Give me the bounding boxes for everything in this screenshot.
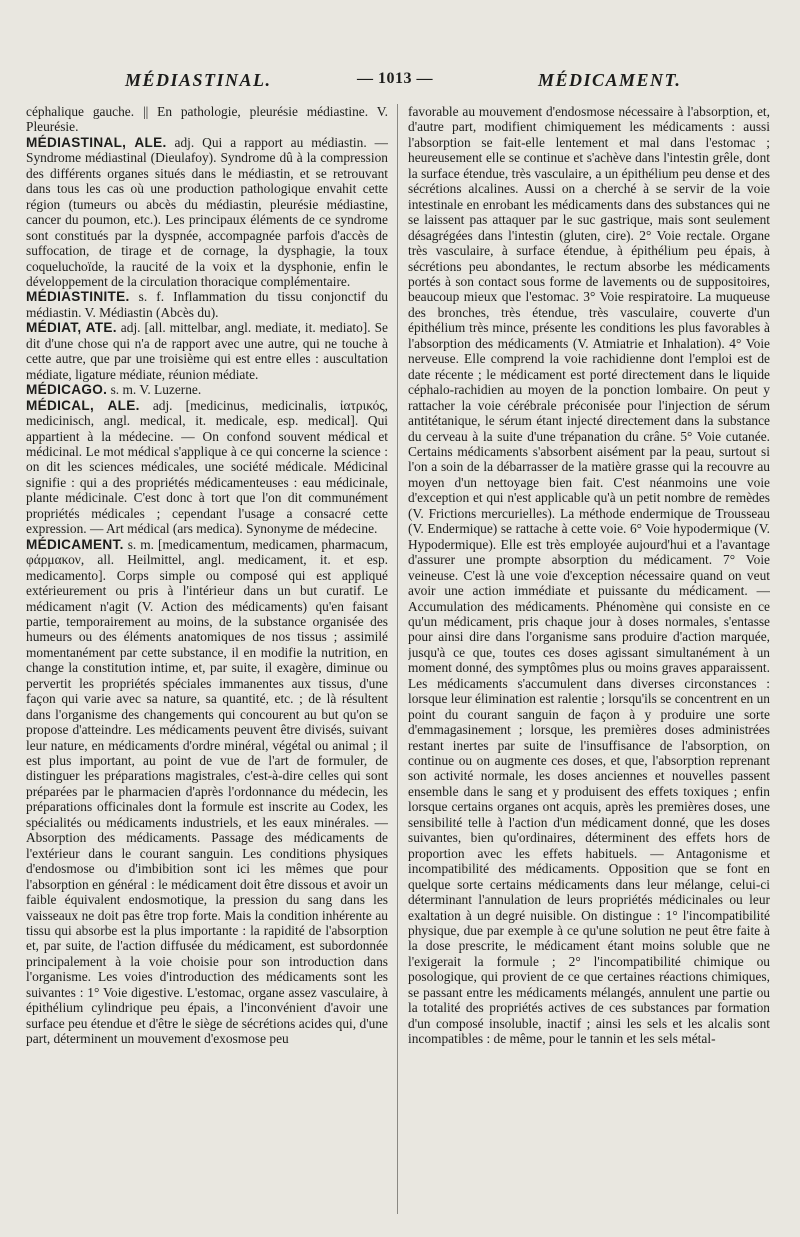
- entry-mediastinal: [26, 135, 388, 290]
- entry-text: favorable au mouvement d'endosmose nécessaire à l'absorption, et, d'autre part, modifient chimiquement les médicaments : aussi l'absorption se fait-elle lentement et mal dans l'estomac ; heureusement elle se continue et s'achève dans l'intestin grêle, dont la surface étendue, très vasculaire, a un épithélium peu dense et des sécrétions alcalines. Aussi on a cherché à se servir de la voie intestinale en enrobant les médicaments dans des substances qui ne se laissent pas attaquer par le suc gastrique, mais sont seulement désagrégées dans l'intestin (gluten, cire). 2° Voie rectale. Organe très vasculaire, à surface étendue, à épithélium peu épais, à sécrétions peu abondantes, le rectum absorbe les médicaments portés à son contact sous forme de lavements ou de suppositoires, beaucoup mieux que l'estomac. 3° Voie respiratoire. La muqueuse des bronches, très étendue, très vasculaire, couverte d'un épithélium très mince, présente les conditions les plus favorables à l'absorption des médicaments (V. Atmiatrie et Inhalation). 4° Voie nerveuse. Elle comprend la voie rachidienne dont l'emploi est de date récente ; le médicament est porté directement dans le liquide céphalo-rachidien au moyen de la ponction lombaire. On peut y rattacher la voie cérébrale préconisée pour l'injection de sérum antitétanique, le sérum étant injecté directement dans la substance du cerveau à la suite d'une trépanation du crâne. 5° Voie cutanée. Certains médicaments s'absorbent aisément par la peau, surtout si l'on a soin de la débarrasser de la matière grasse qui la recouvre au moyen d'un nettoyage bien fait. C'est néanmoins une voie d'exception et qui n'est applicable qu'à un petit nombre de remèdes (V. Frictions mercurielles). La méthode endermique de Trousseau (V. Endermique) se rattache à cette voie. 6° Voie hypodermique (V. Hypodermique). Elle est très employée aujourd'hui et a l'avantage d'assurer une prompte absorption du médicament. 7° Voie veineuse. C'est là une voie d'exception nécessaire quand on veut avoir une action immédiate et puissante du médicament. — Accumulation des médicaments. Phénomène qui consiste en ce qu'un médicament, pris chaque jour à doses normales, s'entasse pour ainsi dire dans l'organisme sans produire d'action marquée, jusqu'à ce que, toutes ces doses agissant simultanément à un moment donné, des symptômes plus ou moins graves apparaissent. Les médicaments s'accumulent dans diverses circonstances : lorsque leur élimination est ralentie ; lorsqu'ils se concentrent en un point du courant sanguin de façon à y produire une sorte d'emmagasinement ; lorsque, les premières doses administrées restant inertes par suite de l'insuffisance de l'absorption, on continue ou on augmente ces doses, et que, l'absorption reprenant son activité normale, les doses anciennes et nouvelles passent ensemble dans le sang et y produisent des effets toxiques ; enfin lorsque certains organes ont acquis, après les premières doses, une sensibilité telle à l'action d'un médicament donné, que les doses suivantes, bien qu'ordinaires, déterminent des effets hors de proportion avec les effets habituels. — Antagonisme et incompatibilité des médicaments. Opposition que se font en quelque sorte certains médicaments dans leur mélange, celui-ci déterminant l'annulation de leurs propriétés médicinales ou leur exaltation à un degré nuisible. On distingue : 1° l'incompatibilité physique, due par exemple à ce qu'une solution ne peut être faite à la dose prescrite, le médicament étant moins soluble que ne l'exigerait la formule ; 2° l'incompatibilité chimique ou posologique, qui provient de ce que certaines réactions chimiques, se passant entre les médicaments mélangés, annulent une partie ou la totalité des propriétés actives de ces substances par formation d'un composé insoluble, inactif ; ainsi les sels et les alcalis sont incompatibles : de même, pour le tannin et les sels métal-: [408, 104, 770, 1047]
- entry-medicament-continued: [408, 104, 770, 1047]
- running-header: [0, 70, 800, 96]
- entry-headword: MÉDICAGO.: [26, 382, 108, 398]
- entry-headword: MÉDICAMENT.: [26, 536, 124, 552]
- entry-text: adj. [medicinus, medicinalis, ἰατρικός, medicinisch, angl. medical, it. medicale, esp. medical]. Qui appartient à la médecine. — On confond souvent médical et médicinal. Le mot médical s'applique à ce qui concerne la science : on dit les sciences médicales, une société médicale. Médicinal signifie : qui a des propriétés médicamenteuses : eau médicinale, plante médicinale. C'est donc à tort que l'on dit communément propriétés médicales ; cependant l'usage a consacré cette expression. — Art médical (ars medica). Synonyme de médecine.: [26, 397, 388, 537]
- entry-text: adj. [all. mittelbar, angl. mediate, it. mediato]. Se dit d'une chose qui n'a de rapport avec une autre, qui ne touche à cette autre, que par une troisième qui est entre elles : auscultation médiate, ligature médiate, réunion médiate.: [26, 320, 388, 382]
- entry-medicago: [26, 382, 388, 397]
- header-right-guideword: MÉDICAMENT.: [538, 70, 682, 90]
- entry-headword: MÉDIASTINAL, ALE.: [26, 134, 167, 150]
- right-column: [408, 104, 770, 1224]
- entry-text: céphalique gauche. || En pathologie, pleurésie médiastine. V. Pleurésie.: [26, 104, 388, 135]
- entry-headword: MÉDIAT, ATE.: [26, 320, 117, 336]
- entry-text: s. m. [medicamentum, medicamen, pharmacum, φάρμακον, all. Heilmittel, angl. medicament, it. et esp. medicamento]. Corps simple ou composé qui est appliqué extérieurement ou pris à l'intérieur dans un but curatif. Le médicament n'agit (V. Action des médicaments) qu'en faisant partie, temporairement au moins, de la substance organisée des humeurs ou des éléments anatomiques de nos tissus ; assimilé momentanément par cette substance, il en modifie la nutrition, en change la constitution intime, et, par suite, il exagère, diminue ou pervertit les propriétés spéciales immanentes aux tissus, d'une façon qui varie avec sa nature, sa quantité, etc. ; de là résultent dans l'organisme des changements qui concourent au but qu'on se propose d'atteindre. Les médicaments peuvent être divisés, suivant leur nature, en médicaments d'ordre minéral, végétal ou animal ; il est plus important, au point de vue de l'art de formuler, de distinguer les préparations magistrales, c'est-à-dire celles qui sont préparées par le pharmacien d'après l'ordonnance du médecin, les préparations officinales dont la formule est inscrite au Codex, les spécialités ou médicaments industriels, et les eaux minérales. — Absorption des médicaments. Passage des médicaments de l'extérieur dans le courant sanguin. Les conditions physiques d'endosmose ou d'imbibition sont ici les mêmes que pour l'absorption en général : le médicament doit être dissous et avoir un faible équivalent endosmotique, la pression du sang dans les vaisseaux ne doit pas être trop forte. Mais la condition inhérente au tissu qui absorbe est la plus importante : la rapidité de l'absorption et, par suite, de l'action diffusée du médicament, est subordonnée principalement à la voie choisie pour son introduction dans l'organisme. Les voies d'introduction des médicaments sont les suivantes : 1° Voie digestive. L'estomac, organe assez vasculaire, à épithélium cylindrique peu épais, a l'inconvénient d'avoir une surface peu étendue et d'être le siège de sécrétions acides qui, d'une part, déterminent un mouvement d'exosmose peu: [26, 536, 388, 1047]
- entry-mediat: [26, 320, 388, 382]
- entry-text: s. m. V. Luzerne.: [107, 382, 202, 398]
- entry-medical: [26, 398, 388, 537]
- entry-medicament: [26, 537, 388, 1047]
- header-left-guideword: MÉDIASTINAL.: [125, 70, 272, 90]
- entry-text: adj. Qui a rapport au médiastin. — Syndrome médiastinal (Dieulafoy). Syndrome dû à la compression des différents organes situés dans le médiastin, et se retrouvant dans tous les cas où une production pathologique envahit cette région (tumeurs ou abcès du médiastin, pleurésie médiastine, cancer du poumon, etc.). Les principaux éléments de ce syndrome sont constitués par la dyspnée, accompagnée parfois d'accès de suffocation, de tirage et de cornage, la dysphagie, la toux coqueluchoïde, la raucité de la voix et la dysphonie, enfin le développement de la circulation thoracique complémentaire.: [26, 134, 388, 289]
- column-divider: [397, 104, 398, 1214]
- page-number: — 1013 —: [357, 70, 433, 87]
- left-column: [26, 104, 388, 1224]
- entry-headword: MÉDIASTINITE.: [26, 289, 130, 305]
- entry-text: s. f. Inflammation du tissu conjonctif du médiastin. V. Médiastin (Abcès du).: [26, 289, 388, 320]
- entry-mediastinite: [26, 289, 388, 320]
- entry-headword: MÉDICAL, ALE.: [26, 397, 140, 413]
- entry-continuation: [26, 104, 388, 135]
- text-columns: [26, 104, 786, 1224]
